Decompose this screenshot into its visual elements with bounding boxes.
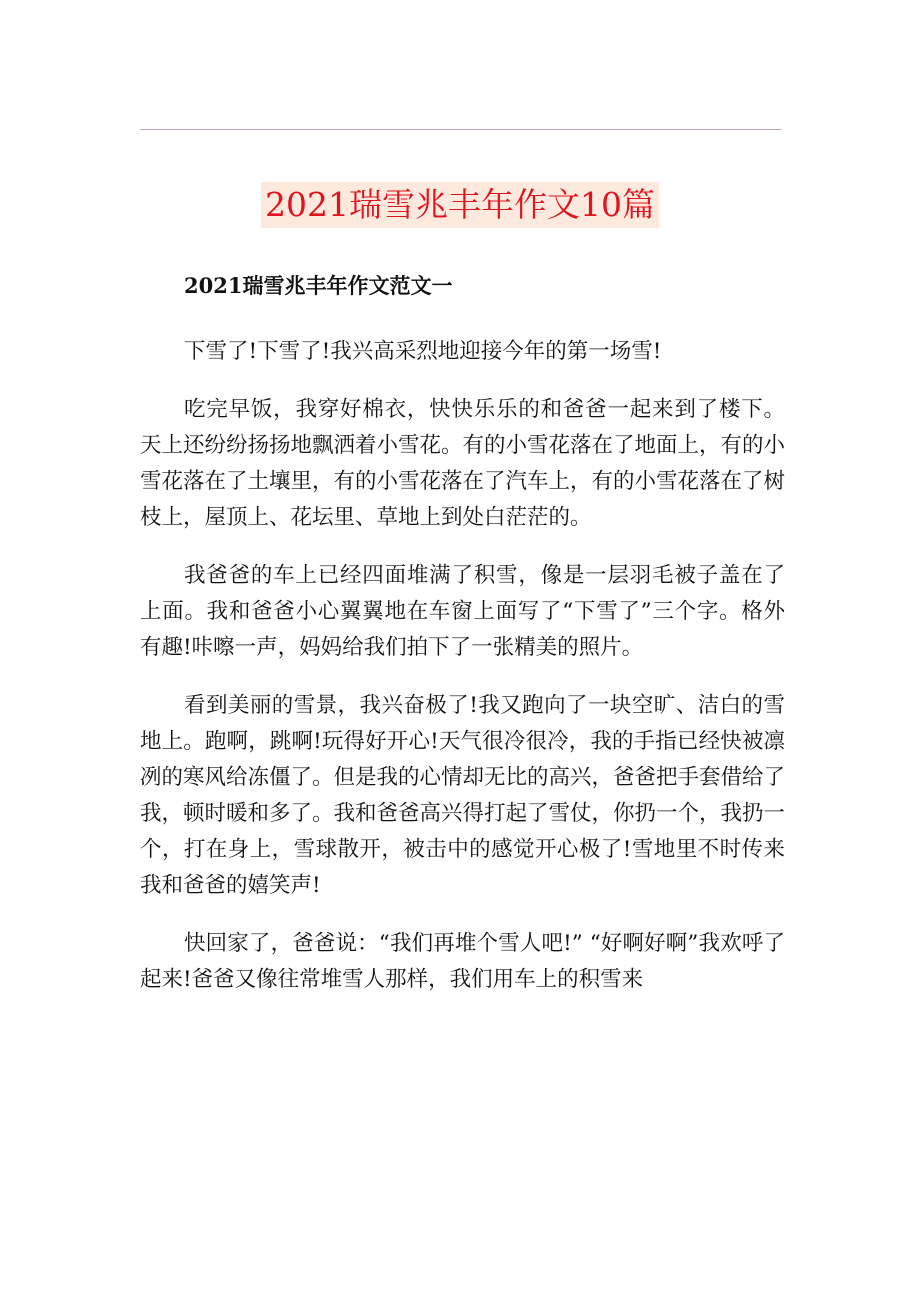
title-container <box>0 160 920 250</box>
document-body <box>140 268 785 1020</box>
paragraph-2: 吃完早饭，我穿好棉衣，快快乐乐的和爸爸一起来到了楼下。天上还纷纷扬扬地飘洒着小雪花。有的小雪花落在了地面上，有的小雪花落在了土壤里，有的小雪花落在了汽车上，有的小雪花落在了树枝上，屋顶上、花坛里、草地上到处白茫茫的。 <box>140 397 786 530</box>
header-divider <box>140 129 781 130</box>
paragraph-1: 下雪了!下雪了!我兴高采烈地迎接今年的第一场雪! <box>184 339 662 364</box>
paragraph-4: 看到美丽的雪景，我兴奋极了!我又跑向了一块空旷、洁白的雪地上。跑啊，跳啊!玩得好开心!天气很冷很冷，我的手指已经快被凛冽的寒风给冻僵了。但是我的心情却无比的高兴，爸爸把手套借给了我，顿时暖和多了。我和爸爸高兴得打起了雪仗，你扔一个，我扔一个，打在身上，雪球散开，被击中的感觉开心极了!雪地里不时传来我和爸爸的嬉笑声! <box>140 693 786 898</box>
paragraph-3: 我爸爸的车上已经四面堆满了积雪，像是一层羽毛被子盖在了上面。我和爸爸小心翼翼地在车窗上面写了“下雪了”三个字。格外有趣!咔嚓一声，妈妈给我们拍下了一张精美的照片。 <box>140 563 785 660</box>
section-heading: 2021瑞雪兆丰年作文范文一 <box>184 273 453 298</box>
paragraph-5: 快回家了，爸爸说：“我们再堆个雪人吧!” “好啊好啊”我欢呼了起来!爸爸又像往常堆雪人那样，我们用车上的积雪来 <box>140 931 785 992</box>
document-title: 2021瑞雪兆丰年作文10篇 <box>261 182 659 228</box>
